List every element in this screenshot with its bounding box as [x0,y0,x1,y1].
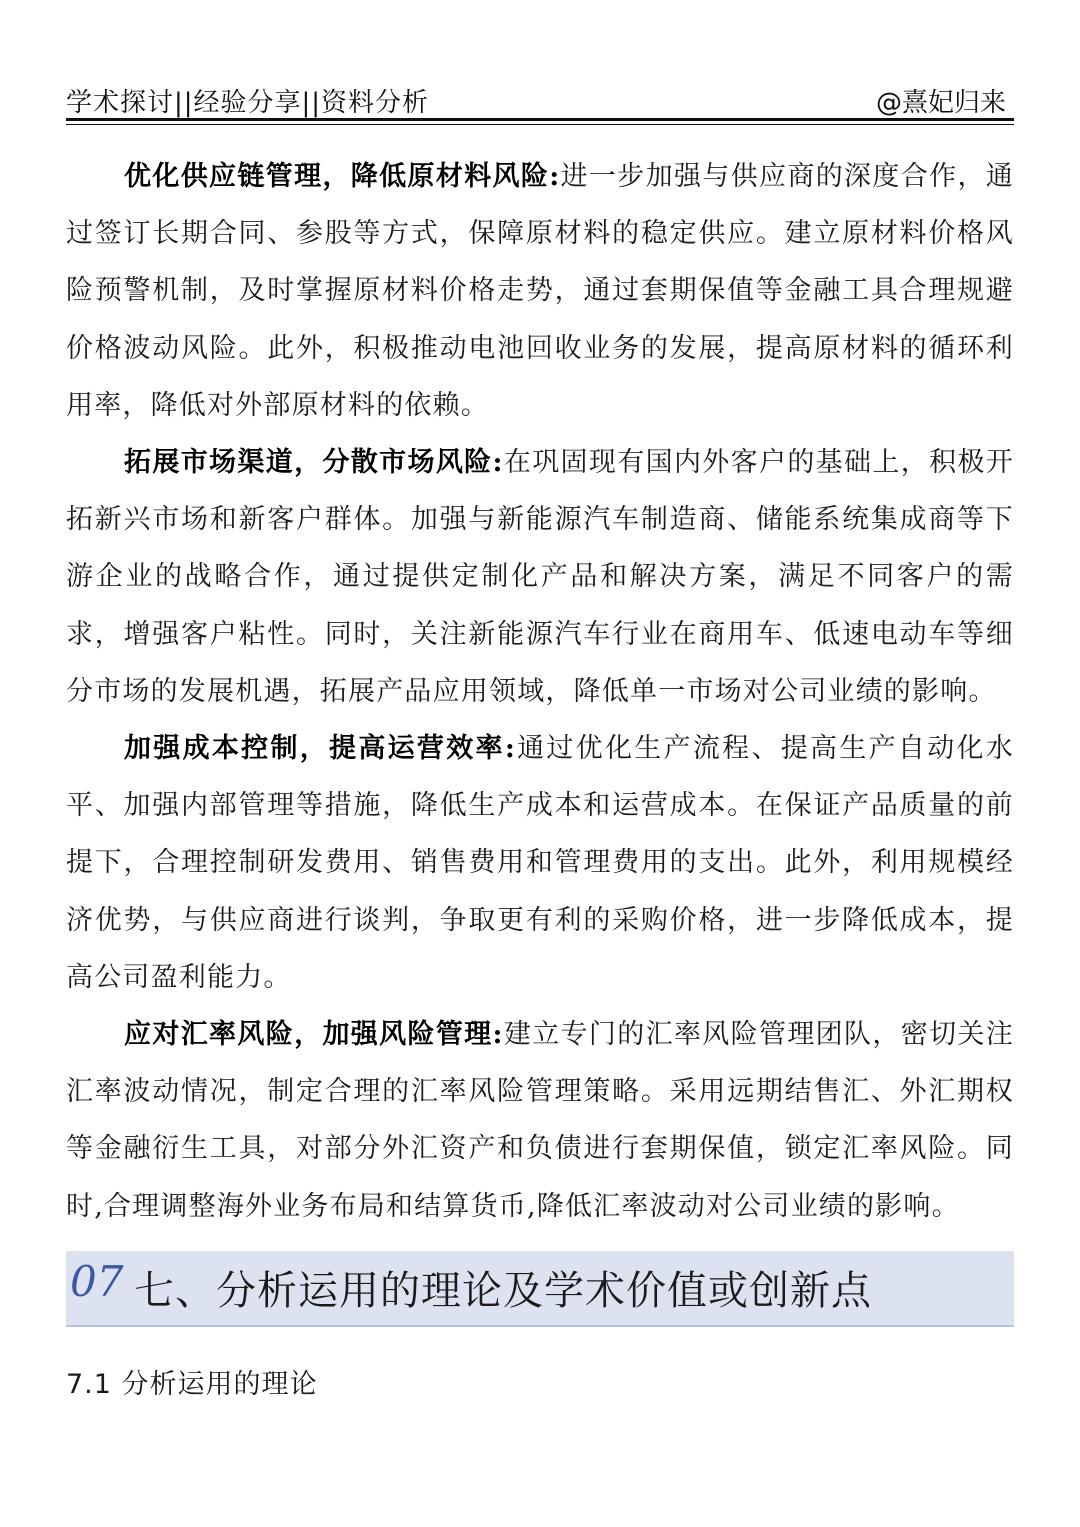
paragraph-lead: 优化供应链管理，降低原材料风险: [124,161,561,192]
paragraph-body: 建立专门的汇率风险管理团队，密切关注汇率波动情况，制定合理的汇率风险管理策略。采用远期结售汇、外汇期权等金融衍生工具，对部分外汇资产和负债进行套期保值，锁定汇率风险。同时,合理调整海外业务布局和结算货币,降低汇率波动对公司业绩的影响。 [66,1019,1014,1222]
header-author-handle: @熹妃归来 [875,88,1006,118]
section-band-underline [66,1325,1014,1327]
paragraph-supply-chain [66,148,1014,434]
paragraph-exchange-rate [66,1006,1014,1235]
header-category-tags: 学术探讨||经验分享||资料分析 [66,88,430,118]
section-heading-band [66,1251,1014,1325]
paragraph-market-channels [66,434,1014,720]
header-rule-thin [66,124,1014,125]
paragraph-lead: 拓展市场渠道，分散市场风险: [124,447,504,479]
body-content [66,148,1014,1235]
page-header [66,72,1014,122]
paragraph-body: 通过优化生产流程、提高生产自动化水平、加强内部管理等措施，降低生产成本和运营成本。在保证产品质量的前提下，合理控制研发费用、销售费用和管理费用的支出。此外，利用规模经济优势，与供应商进行谈判，争取更有利的采购价格，进一步降低成本，提高公司盈利能力。 [66,733,1014,993]
paragraph-body: 在巩固现有国内外客户的基础上，积极开拓新兴市场和新客户群体。加强与新能源汽车制造商、储能系统集成商等下游企业的战略合作，通过提供定制化产品和解决方案，满足不同客户的需求，增强客户粘性。同时，关注新能源汽车行业在商用车、低速电动车等细分市场的发展机遇，拓展产品应用领域，降低单一市场对公司业绩的影响。 [66,447,1014,707]
section-number: 07 [70,1257,124,1306]
section-title: 七、分析运用的理论及学术价值或创新点 [134,1268,872,1314]
paragraph-lead: 应对汇率风险，加强风险管理: [124,1019,504,1051]
header-rule-thick [66,118,1014,121]
paragraph-cost-control [66,720,1014,1006]
subsection-heading: 7.1 分析运用的理论 [66,1369,318,1400]
paragraph-lead: 加强成本控制，提高运营效率: [124,733,516,765]
paragraph-body: 进一步加强与供应商的深度合作，通过签订长期合同、参股等方式，保障原材料的稳定供应。建立原材料价格风险预警机制，及时掌握原材料价格走势，通过套期保值等金融工具合理规避价格波动风险。此外，积极推动电池回收业务的发展，提高原材料的循环利用率，降低对外部原材料的依赖。 [66,161,1014,421]
